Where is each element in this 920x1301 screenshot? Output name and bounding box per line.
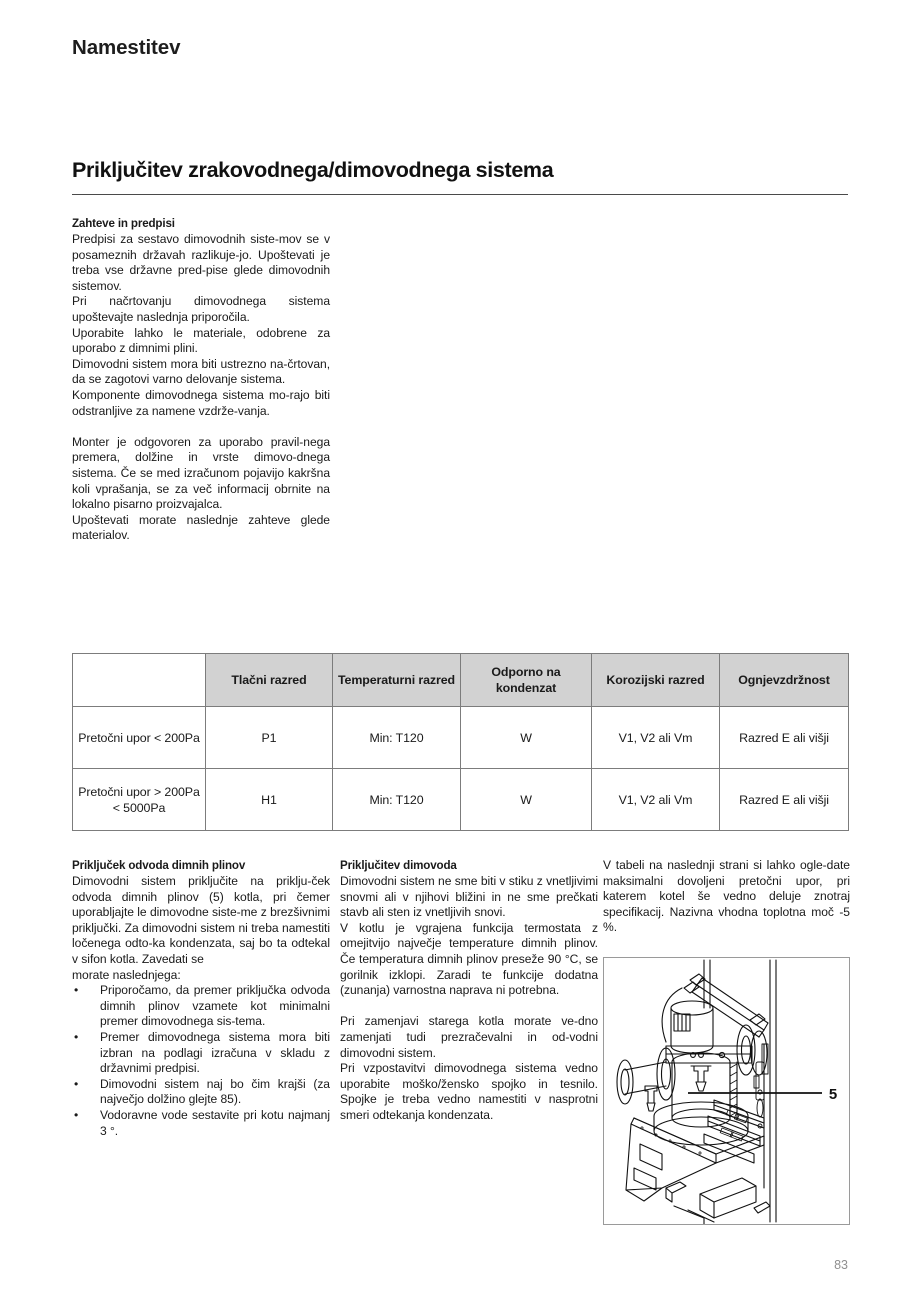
section-heading: Priključitev zrakovodnega/dimovodnega sistema [72, 158, 554, 182]
table-cell-row-label: Pretočni upor < 200Pa [73, 707, 206, 769]
middle-column-sub-heading: Priključitev dimovoda [340, 859, 457, 872]
lower-column-left [72, 858, 330, 1139]
intro-column [72, 216, 330, 544]
table-cell-fire-resistance: Razred E ali višji [720, 769, 849, 831]
table-header-row [73, 654, 849, 707]
flue-connection-illustration [603, 957, 850, 1225]
intro-paragraph-1: Predpisi za sestavo dimovodnih siste-mov se v posameznih državah razlikuje-jo. Upoštevati je treba vse državne pred-pise glede dimovodnih sistemov. [72, 232, 330, 293]
list-item-text: Priporočamo, da premer priključka odvoda dimnih plinov vzamete kot minimalni premer dimovodnega sis-tema. [100, 983, 330, 1029]
table-header-corrosion-class: Korozijski razred [592, 654, 720, 707]
table-header-corner [73, 654, 206, 707]
list-item-text: Premer dimovodnega sistema mora biti izbran na podlagi izračuna v skladu z državnimi predpisi. [100, 1030, 330, 1076]
table-cell-row-label: Pretočni upor > 200Pa < 5000Pa [73, 769, 206, 831]
middle-column-paragraph-4: Pri vzpostavitvi dimovodnega sistema vedno uporabite moško/žensko spojko in tesnilo. Spojke je treba vedno namestiti v nasprotni smeri odtekanja kondenzata. [340, 1061, 598, 1122]
list-item-text: Dimovodni sistem naj bo čim krajši (za največjo dolžino glejte 85). [100, 1076, 330, 1107]
right-column-paragraph: V tabeli na naslednji strani si lahko ogle-date maksimalni dovoljeni pretočni upor, pri katerem kotel še vedno deluje znotraj specifikacij. Nazivna vhodna toplotna moč -5 %. [603, 858, 850, 935]
intro-sub-heading: Zahteve in predpisi [72, 217, 175, 230]
middle-column-paragraph-3: Pri zamenjavi starega kotla morate ve-dno zamenjati tudi prezračevalni in od-vodni dimovodni sistem. [340, 1014, 598, 1060]
running-head: Namestitev [72, 36, 181, 59]
table-cell-pressure-class: P1 [206, 707, 333, 769]
left-column-paragraph: Dimovodni sistem priključite na priklju-ček odvoda dimnih plinov (5) kotla, pri čemer uporabljajte le dimovodne siste-me z brezšivnimi priključki. Za dimovodni sistem ni treba namestiti ločenega odto-ka kondenzata, saj bo ta odtekal v sifon kotla. Zavedati se [72, 874, 330, 967]
table-row [73, 769, 849, 831]
table-cell-corrosion-class: V1, V2 ali Vm [592, 707, 720, 769]
list-item [72, 1108, 330, 1139]
intro-paragraph-6: Monter je odgovoren za uporabo pravil-nega premera, dolžine in vrste dimovo-dnega sistema. Če se med izračunom pojavijo kakršna koli vprašanja, se za več informacij obrnite na lokalno pisarno proizvajalca. [72, 434, 330, 512]
table-row [73, 707, 849, 769]
heading-divider [72, 194, 848, 195]
table-header-condensate-resistance: Odporno na kondenzat [461, 654, 592, 707]
table-cell-pressure-class: H1 [206, 769, 333, 831]
left-column-sub-heading: Priključek odvoda dimnih plinov [72, 859, 246, 872]
list-item [72, 983, 330, 1030]
boiler-flue-diagram-svg [604, 958, 849, 1224]
bullet-marker: • [74, 983, 79, 998]
table-cell-temperature-class: Min: T120 [333, 769, 461, 831]
bullet-marker: • [74, 1076, 79, 1091]
list-item [72, 1030, 330, 1077]
left-column-paragraph-tail: morate naslednjega: [72, 967, 181, 982]
table-cell-corrosion-class: V1, V2 ali Vm [592, 769, 720, 831]
page-number: 83 [834, 1258, 848, 1272]
list-item [72, 1077, 330, 1108]
table-header-temperature-class: Temperaturni razred [333, 654, 461, 707]
paragraph-spacer [340, 999, 598, 1015]
list-item-text: Vodoravne vode sestavite pri kotu najmanj 3 °. [100, 1108, 330, 1138]
specification-table [72, 653, 849, 831]
table-header-pressure-class: Tlačni razred [206, 654, 333, 707]
bullet-marker: • [74, 1108, 79, 1122]
callout-label-5: 5 [828, 1086, 838, 1103]
lower-column-right [603, 858, 850, 936]
intro-paragraph-5: Komponente dimovodnega sistema mo-rajo biti odstranljive za namene vzdrže-vanja. [72, 388, 330, 418]
table-cell-temperature-class: Min: T120 [333, 707, 461, 769]
middle-column-paragraph-2: V kotlu je vgrajena funkcija termostata z omejitvijo največje temperature dimnih plinov. Če temperatura dimnih plinov preseže 90 °C, se gorilnik izklopi. Zaradi te funkcije dodatna (zunanja) varnostna naprava ni potrebna. [340, 920, 598, 998]
table-cell-fire-resistance: Razred E ali višji [720, 707, 849, 769]
middle-column-paragraph-1: Dimovodni sistem ne sme biti v stiku z vnetljivimi snovmi ali v njihovi bližini in ne sme prečkati stavb ali sten iz vnetljivih snovi. [340, 874, 598, 920]
table-header-fire-resistance: Ognjevzdržnost [720, 654, 849, 707]
intro-paragraph-3: Uporabite lahko le materiale, odobrene za uporabo z dimnimi plini. [72, 325, 330, 356]
lower-column-middle [340, 858, 598, 1124]
table-cell-condensate-resistance: W [461, 769, 592, 831]
intro-paragraph-7: Upoštevati morate naslednje zahteve glede materialov. [72, 512, 330, 543]
intro-paragraph-4: Dimovodni sistem mora biti ustrezno na-črtovan, da se zagotovi varno delovanje sistema. [72, 356, 330, 387]
bullet-marker: • [74, 1030, 79, 1045]
table-cell-condensate-resistance: W [461, 707, 592, 769]
left-column-bullet-list [72, 983, 330, 1139]
paragraph-spacer [72, 419, 330, 435]
intro-paragraph-2: Pri načrtovanju dimovodnega sistema upoštevajte naslednja priporočila. [72, 294, 330, 325]
